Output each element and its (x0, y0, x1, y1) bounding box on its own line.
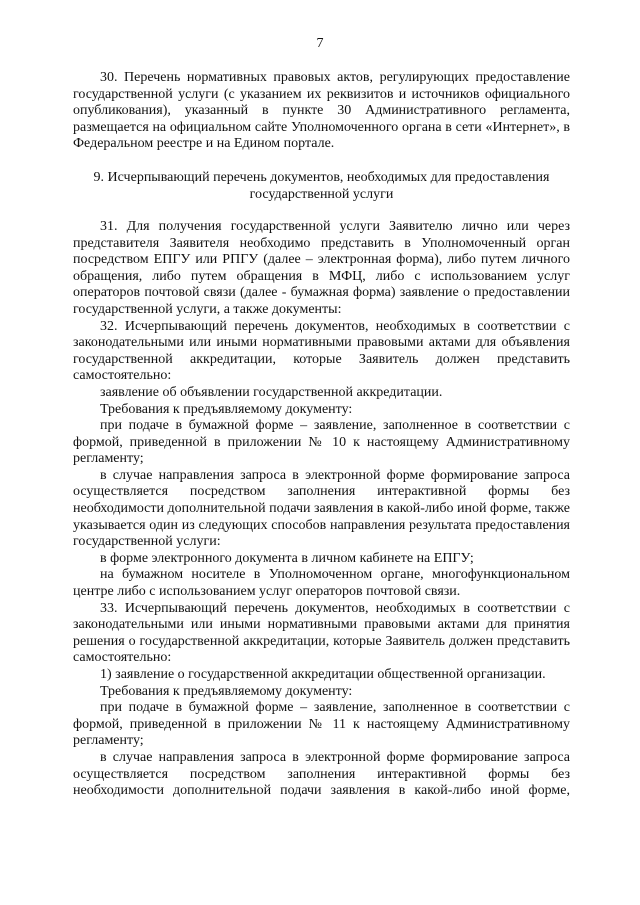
electronic-form-32: в случае направления запроса в электронной форме формирование запроса осуществляется посредством заполнения интерактивной формы без необходимости дополнительной подачи заявления в какой-либо иной форме, также указывается один из следующих способов направления результата предоставления государственной услуги: (73, 467, 570, 550)
paper-form-32: при подаче в бумажной форме – заявление, заполненное в соответствии с формой, приведенной в приложении № 10 к настоящему Административному регламенту; (73, 418, 570, 467)
delivery-way-1: в форме электронного документа в личном кабинете на ЕПГУ; (100, 550, 474, 566)
page-number: 7 (316, 36, 324, 51)
paragraph-33: 33. Исчерпывающий перечень документов, необходимых в соответствии с законодательными или иными нормативными правовыми актами для принятия решения о государственной аккредитации, которые Заявитель должен представить самостоятельно: (73, 600, 570, 666)
paragraph-31: 31. Для получения государственной услуги Заявителю лично или через представителя Заявителя необходимо представить в Уполномоченный орган посредством ЕПГУ или РПГУ (далее – электронная форма), либо путем личного обращения, либо путем обращения в МФЦ, либо с использованием услуг операторов почтовой связи (далее - бумажная форма) заявление о предоставлении государственной услуги, а также документы: (73, 218, 570, 317)
paragraph-33-item: 1) заявление о государственной аккредитации общественной организации. (100, 667, 546, 682)
electronic-form-33: в случае направления запроса в электронной форме формирование запроса осуществляется посредством заполнения интерактивной формы без необходимости дополнительной подачи заявления в какой-либо иной форме, (73, 749, 570, 799)
paragraph-32-item: заявление об объявлении государственной аккредитации. (100, 384, 443, 400)
paragraph-32: 32. Исчерпывающий перечень документов, необходимых в соответствии с законодательными или иными нормативными правовыми актами для объявления государственной аккредитации, которые Заявитель должен представить самостоятельно: (73, 318, 570, 384)
section-heading-line-1: 9. Исчерпывающий перечень документов, необходимых для предоставления (93, 169, 550, 185)
requirements-32: Требования к предъявляемому документу: (100, 401, 353, 417)
section-heading (73, 169, 570, 203)
paper-form-33: при подаче в бумажной форме – заявление, заполненное в соответствии с формой, приведенной в приложении № 11 к настоящему Административному регламенту; (73, 700, 570, 749)
document-body (73, 70, 570, 800)
delivery-way-2: на бумажном носителе в Уполномоченном органе, многофункциональном центре либо с использованием услуг операторов почтовой связи. (73, 567, 570, 600)
paragraph-30: 30. Перечень нормативных правовых актов, регулирующих предоставление государственной услуги (с указанием их реквизитов и источников официального опубликования), указанный в пункте 30 Административного регламента, размещается на официальном сайте Уполномоченного органа в сети «Интернет», в Федеральном реестре и на Едином портале. (73, 70, 570, 152)
section-heading-line-2: государственной услуги (249, 186, 394, 202)
requirements-33: Требования к предъявляемому документу: (100, 683, 353, 699)
